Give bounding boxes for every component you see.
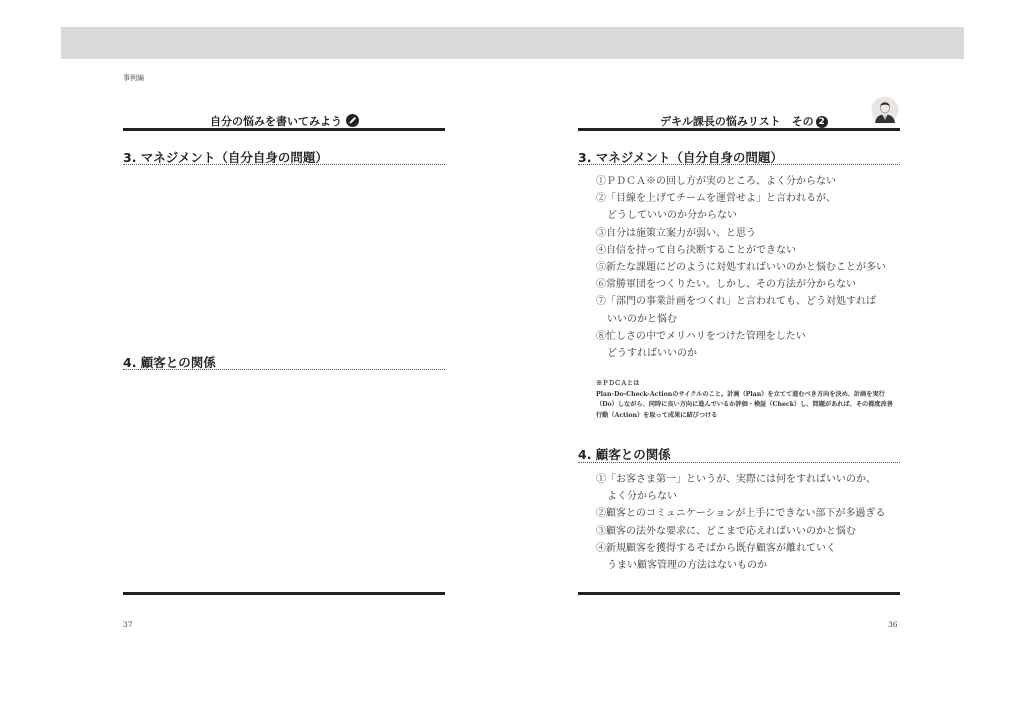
management-concerns-list (596, 173, 886, 362)
list-item: ①ＰＤＣＡ※の回し方が実のところ、よく分からない (596, 176, 836, 187)
right-page (578, 0, 900, 723)
customer-concerns-list (596, 471, 885, 574)
running-head: 事例編 (123, 74, 144, 82)
list-item: ⑧忙しさの中でメリハリをつけた管理をしたい どうすればいいのか (596, 330, 806, 360)
list-item: ⑥常勝軍団をつくりたい。しかし、その方法が分からない (596, 279, 856, 291)
manager-avatar-icon (871, 96, 899, 124)
heading-rule (578, 128, 900, 131)
list-item: ①「お客さま第一」というが、実際には何をすればいいのか、 よく分からない (596, 474, 876, 503)
section-divider (578, 164, 900, 165)
section-title-management: 3. マネジメント（自分自身の問題） (123, 150, 328, 165)
footer-rule (578, 592, 900, 595)
list-item: ②顧客とのコミュニケーションが上手にできない部下が多過ぎる (596, 508, 886, 520)
list-item: ⑦「部門の事業計画をつくれ」と言われても、どう対処すれば いいのかと悩む (596, 296, 876, 325)
footer-rule (123, 592, 445, 595)
pdca-footnote (596, 379, 896, 421)
footnote-heading: ※ＰＤＣＡとは (596, 380, 640, 387)
page-number: 37 (123, 620, 133, 629)
section-divider (123, 369, 445, 370)
right-page-heading (660, 113, 828, 129)
section-title-customer: 4. 顧客との関係 (123, 355, 216, 370)
section-title-management: 3. マネジメント（自分自身の問題） (578, 150, 783, 165)
heading-number-badge: 2 (816, 116, 828, 128)
list-item: ③顧客の法外な要求に、どこまで応えればいいのかと悩む (596, 525, 856, 537)
right-page-heading-text: デキル課長の悩みリスト その (660, 115, 814, 128)
list-item: ⑤新たな課題にどのように対処すればいいのかと悩むことが多い (596, 262, 886, 274)
footnote-body: Plan-Do-Check-Actionのサイクルのこと。計画（Plan）を立てて進むべき方向を決め、計画を実行（Do）しながら、同時に良い方向に進んでいるか評価・検証（Check）し、問題があれば、その都度改善行動（Action）を取って成果に結びつける (596, 390, 893, 419)
section-divider (123, 164, 445, 165)
pencil-icon (346, 114, 359, 127)
section-divider (578, 462, 900, 463)
list-item: ④新規顧客を獲得するそばから既存顧客が離れていく うまい顧客管理の方法はないものか (596, 542, 836, 572)
list-item: ④自信を持って自ら決断することができない (596, 244, 796, 256)
left-page-heading-text: 自分の悩みを書いてみよう (210, 115, 342, 128)
heading-rule (123, 128, 445, 131)
page-number: 36 (888, 620, 898, 629)
list-item: ②「目線を上げてチームを運営せよ」と言われるが、 どうしていいのか分からない (596, 193, 836, 222)
left-page-heading (210, 113, 359, 129)
list-item: ③自分は施策立案力が弱い、と思う (596, 227, 756, 239)
left-page (123, 0, 445, 723)
section-title-customer: 4. 顧客との関係 (578, 447, 671, 462)
